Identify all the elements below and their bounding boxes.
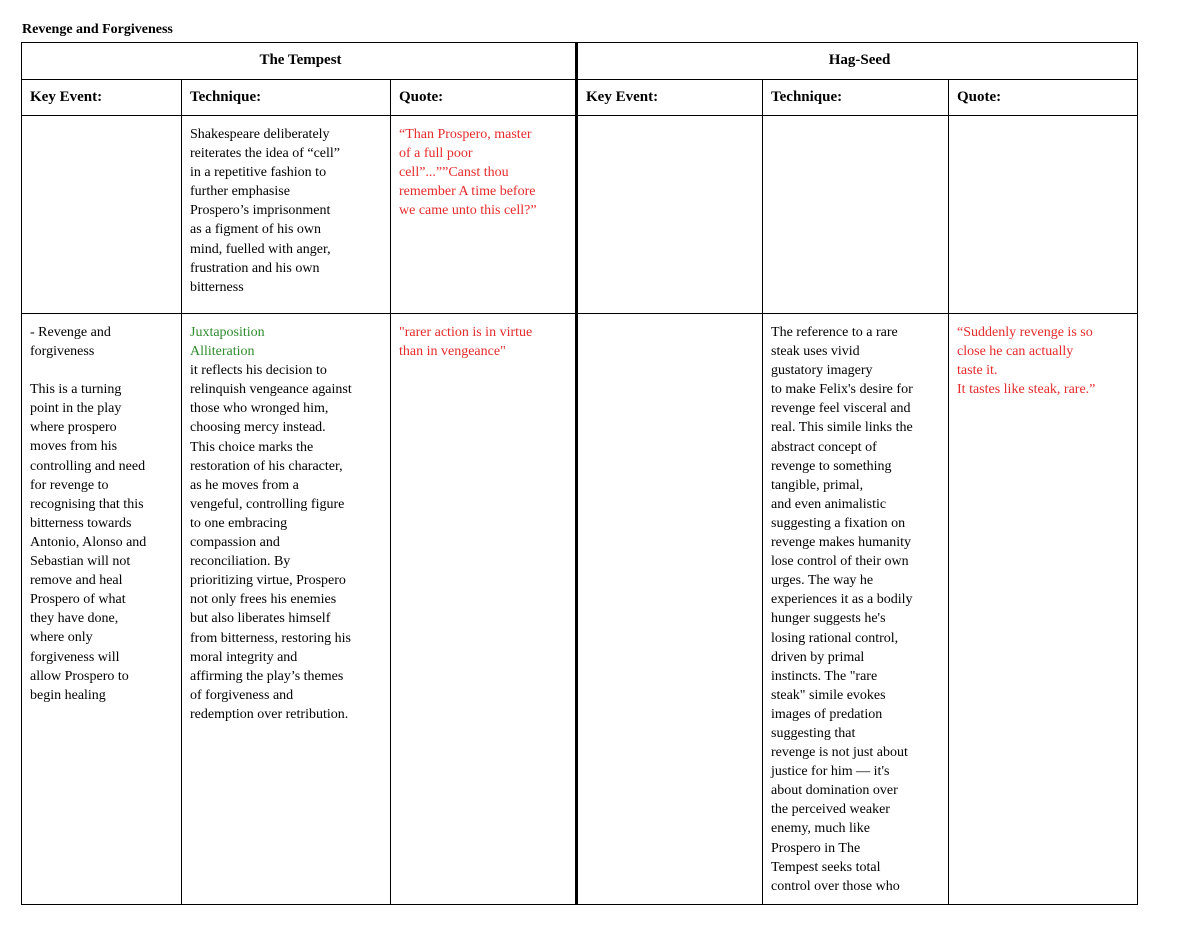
cell-tempest-event bbox=[22, 116, 182, 314]
cell-tempest-quote: "rarer action is in virtue than in vengeance" bbox=[391, 314, 577, 905]
cell-hagseed-technique: The reference to a rare steak uses vivid gustatory imagery to make Felix's desire for revenge feel visceral and real. This simile links the abstract concept of revenge to something tangible, primal, and even animalistic suggesting a fixation on revenge makes humanity lose control of their own urges. The way he experiences it as a bodily hunger suggests he's losing rational control, driven by primal instincts. The "rare steak" simile evokes images of predation suggesting that revenge is not just about justice for him — it's about domination over the perceived weaker enemy, much like Prospero in The Tempest seeks total control over those who bbox=[763, 314, 949, 905]
column-header-hagseed-quote: Quote: bbox=[949, 80, 1138, 116]
cell-hagseed-event bbox=[577, 116, 763, 314]
column-header-row bbox=[22, 80, 1138, 116]
cell-tempest-technique bbox=[182, 314, 391, 905]
technique-analysis: it reflects his decision to relinquish vengeance against those who wronged him, choosing mercy instead. This choice marks the restoration of his character, as he moves from a vengeful, controlling figure to one embracing compassion and reconciliation. By prioritizing virtue, Prospero not only frees his enemies but also liberates himself from bitterness, restoring his moral integrity and affirming the play’s themes of forgiveness and redemption over retribution. bbox=[190, 363, 352, 722]
paragraph-gap bbox=[30, 361, 177, 380]
technique-labels: Juxtaposition Alliteration bbox=[190, 325, 265, 360]
cell-hagseed-quote bbox=[949, 116, 1138, 314]
event-description: This is a turning point in the play where prospero moves from his controlling and need for revenge to recognising that this bitterness towards Antonio, Alonso and Sebastian will not remove and heal Prospero of what they have done, where only forgiveness will allow Prospero to begin healing bbox=[30, 382, 147, 703]
cell-hagseed-technique bbox=[763, 116, 949, 314]
group-header-tempest: The Tempest bbox=[22, 43, 577, 80]
column-header-tempest-event: Key Event: bbox=[22, 80, 182, 116]
column-header-hagseed-technique: Technique: bbox=[763, 80, 949, 116]
column-header-tempest-technique: Technique: bbox=[182, 80, 391, 116]
table-row bbox=[22, 116, 1138, 314]
column-header-hagseed-event: Key Event: bbox=[577, 80, 763, 116]
cell-tempest-quote: “Than Prospero, master of a full poor cell”...””Canst thou remember A time before we came unto this cell?” bbox=[391, 116, 577, 314]
group-header-row bbox=[22, 43, 1138, 80]
event-title: - Revenge and forgiveness bbox=[30, 325, 111, 360]
column-header-tempest-quote: Quote: bbox=[391, 80, 577, 116]
cell-tempest-event bbox=[22, 314, 182, 905]
group-header-hagseed: Hag-Seed bbox=[577, 43, 1138, 80]
document-title: Revenge and Forgiveness bbox=[22, 22, 173, 37]
table-row bbox=[22, 314, 1138, 905]
cell-hagseed-event bbox=[577, 314, 763, 905]
cell-tempest-technique: Shakespeare deliberately reiterates the idea of “cell” in a repetitive fashion to further emphasise Prospero’s imprisonment as a figment of his own mind, fuelled with anger, frustration and his own bitterness bbox=[182, 116, 391, 314]
cell-hagseed-quote: “Suddenly revenge is so close he can actually taste it. It tastes like steak, rare.” bbox=[949, 314, 1138, 905]
comparison-table bbox=[21, 42, 1138, 905]
